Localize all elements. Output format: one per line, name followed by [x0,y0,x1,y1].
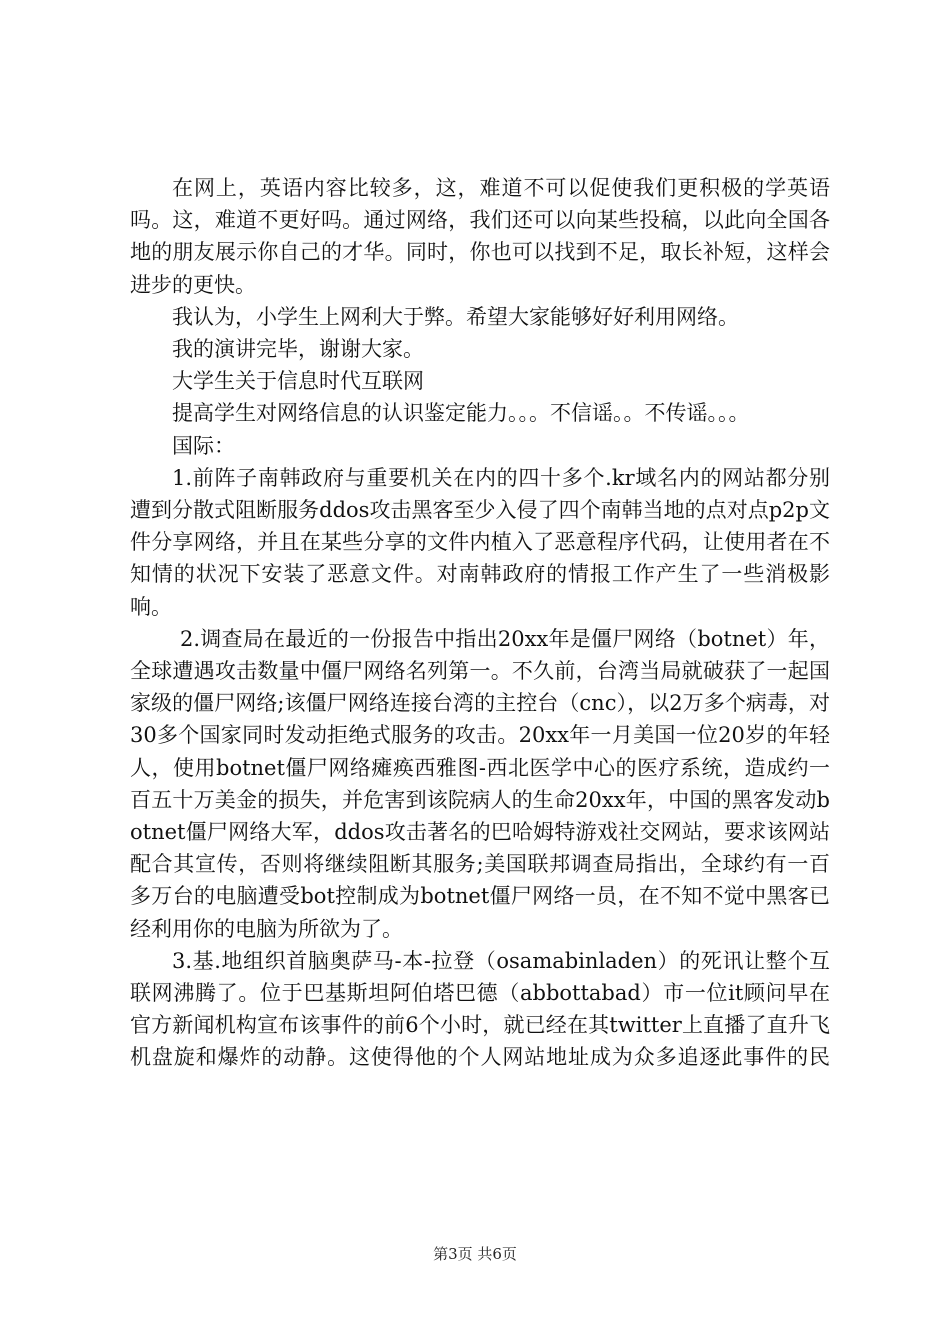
paragraph: 我的演讲完毕，谢谢大家。 [172,337,424,362]
document-body [130,172,830,1074]
paragraph: 我认为，小学生上网利大于弊。希望大家能够好好利用网络。 [172,304,739,329]
paragraph: 在网上，英语内容比较多，这，难道不可以促使我们更积极的学英语吗。这，难道不更好吗。通过网络，我们还可以向某些投稿，以此向全国各地的朋友展示你自己的才华。同时，你也可以找到不足，取长补短，这样会进步的更快。 [130,176,830,297]
paragraph: 2.调查局在最近的一份报告中指出20xx年是僵尸网络（botnet）年，全球遭遇攻击数量中僵尸网络名列第一。不久前，台湾当局就破获了一起国家级的僵尸网络;该僵尸网络连接台湾的主控台（cnc），以2万多个病毒，对30多个国家同时发动拒绝式服务的攻击。20xx年一月美国一位20岁的年轻人，使用botnet僵尸网络瘫痪西雅图-西北医学中心的医疗系统，造成约一百五十万美金的损失，并危害到该院病人的生命20xx年，中国的黑客发动botnet僵尸网络大军，ddos攻击著名的巴哈姆特游戏社交网站，要求该网站配合其宣传，否则将继续阻断其服务;美国联邦调查局指出，全球约有一百多万台的电脑遭受bot控制成为botnet僵尸网络一员，在不知不觉中黑客已经利用你的电脑为所欲为了。 [130,626,830,941]
paragraph: 3.基.地组织首脑奥萨马-本-拉登（osamabinladen）的死讯让整个互联网沸腾了。位于巴基斯坦阿伯塔巴德（abbottabad）市一位it顾问早在官方新闻机构宣布该事件的前6个小时，就已经在其twitter上直播了直升飞机盘旋和爆炸的动静。这使得他的个人网站地址成为众多追逐此事件的民 [130,948,830,1070]
paragraph: 国际： [172,433,235,458]
paragraph: 提高学生对网络信息的认识鉴定能力。。。不信谣。。不传谣。。。 [172,401,750,426]
page-footer: 第3页 共6页 [433,1245,517,1263]
paragraph: 1.前阵子南韩政府与重要机关在内的四十多个.kr域名内的网站都分别遭到分散式阻断服务ddos攻击黑客至少入侵了四个南韩当地的点对点p2p文件分享网络，并且在某些分享的文件内植入了恶意程序代码，让使用者在不知情的状况下安装了恶意文件。对南韩政府的情报工作产生了一些消极影响。 [130,465,830,619]
paragraph: 大学生关于信息时代互联网 [172,369,424,394]
